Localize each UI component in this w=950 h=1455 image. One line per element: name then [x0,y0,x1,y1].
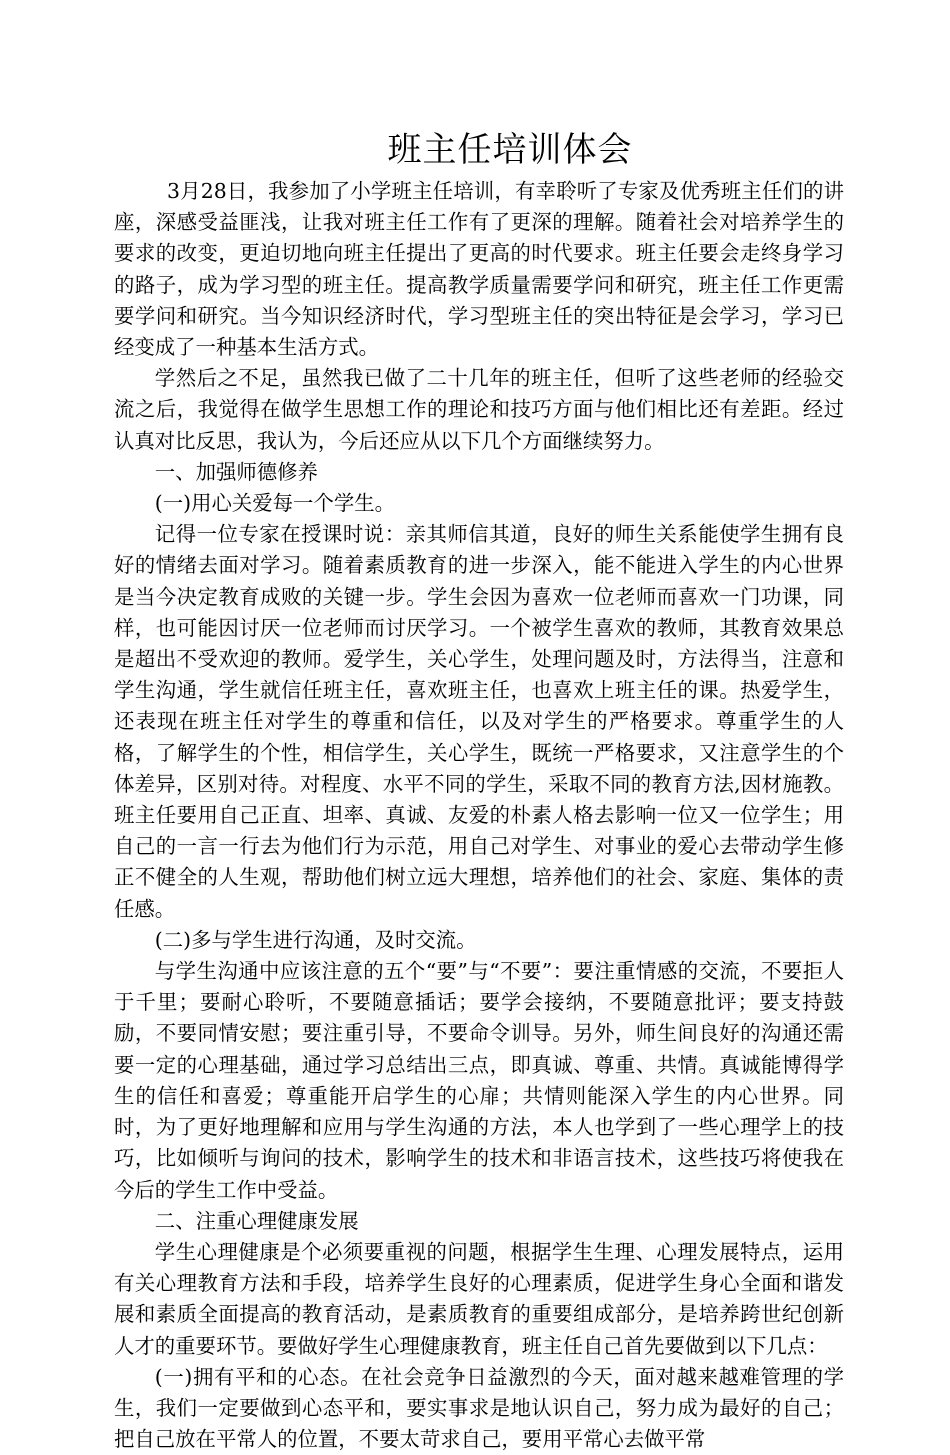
subsection-heading-1-2: (二)多与学生进行沟通，及时交流。 [154,927,477,952]
paragraph-calm-mindset: (一)拥有平和的心态。在社会竞争日益激烈的今天，面对越来越难管理的学生，我们一定要做到心态平和，要实事求是地认识自己，努力成为最好的自己；把自己放在平常人的位置，不要太苛求自己，要用平常心去做平常 [114,1364,844,1452]
document-body [114,176,844,1455]
document-title: 班主任培训体会 [387,130,633,170]
paragraph-reflection: 学然后之不足，虽然我已做了二十几年的班主任，但听了这些老师的经验交流之后，我觉得在做学生思想工作的理论和技巧方面与他们相比还有差距。经过认真对比反思，我认为，今后还应从以下几个方面继续努力。 [114,366,844,453]
section-heading-1: 一、加强师德修养 [154,459,318,484]
paragraph-intro: 3月28日，我参加了小学班主任培训，有幸聆听了专家及优秀班主任们的讲座，深感受益匪浅，让我对班主任工作有了更深的理解。随着社会对培养学生的要求的改变，更迫切地向班主任提出了更高的时代要求。班主任要会走终身学习的路子，成为学习型的班主任。提高教学质量需要学问和研究，班主任工作更需要学问和研究。当今知识经济时代，学习型班主任的突出特征是会学习，学习已经变成了一种基本生活方式。 [114,179,844,360]
section-heading-2: 二、注重心理健康发展 [154,1208,359,1233]
paragraph-care-students: 记得一位专家在授课时说：亲其师信其道，良好的师生关系能使学生拥有良好的情绪去面对学习。随着素质教育的进一步深入，能不能进入学生的内心世界是当今决定教育成败的关键一步。学生会因为喜欢一位老师而喜欢一门功课，同样，也可能因讨厌一位老师而讨厌学习。一个被学生喜欢的教师，其教育效果总是超出不受欢迎的教师。爱学生，关心学生，处理问题及时，方法得当，注意和学生沟通，学生就信任班主任，喜欢班主任，也喜欢上班主任的课。热爱学生，还表现在班主任对学生的尊重和信任，以及对学生的严格要求。尊重学生的人格，了解学生的个性，相信学生，关心学生，既统一严格要求，又注意学生的个体差异，区别对待。对程度、水平不同的学生，采取不同的教育方法,因材施教。班主任要用自己正直、坦率、真诚、友爱的朴素人格去影响一位又一位学生；用自己的一言一行去为他们行为示范，用自己对学生、对事业的爱心去带动学生修正不健全的人生观，帮助他们树立远大理想，培养他们的社会、家庭、集体的责任感。 [114,522,844,921]
subsection-heading-1-1: (一)用心关爱每一个学生。 [154,491,396,516]
paragraph-communication: 与学生沟通中应该注意的五个“要”与“不要”：要注重情感的交流，不要拒人于千里；要耐心聆听，不要随意插话；要学会接纳，不要随意批评；要支持鼓励，不要同情安慰；要注重引导，不要命令训导。另外，师生间良好的沟通还需要一定的心理基础，通过学习总结出三点，即真诚、尊重、共情。真诚能博得学生的信任和喜爱；尊重能开启学生的心扉；共情则能深入学生的内心世界。同时，为了更好地理解和应用与学生沟通的方法，本人也学到了一些心理学上的技巧，比如倾听与询问的技术，影响学生的技术和非语言技术，这些技巧将使我在今后的学生工作中受益。 [114,959,844,1202]
paragraph-mental-health: 学生心理健康是个必须要重视的问题，根据学生生理、心理发展特点，运用有关心理教育方法和手段，培养学生良好的心理素质，促进学生身心全面和谐发展和素质全面提高的教育活动，是素质教育的重要组成部分，是培养跨世纪创新人才的重要环节。要做好学生心理健康教育，班主任自己首先要做到以下几点： [114,1239,844,1358]
